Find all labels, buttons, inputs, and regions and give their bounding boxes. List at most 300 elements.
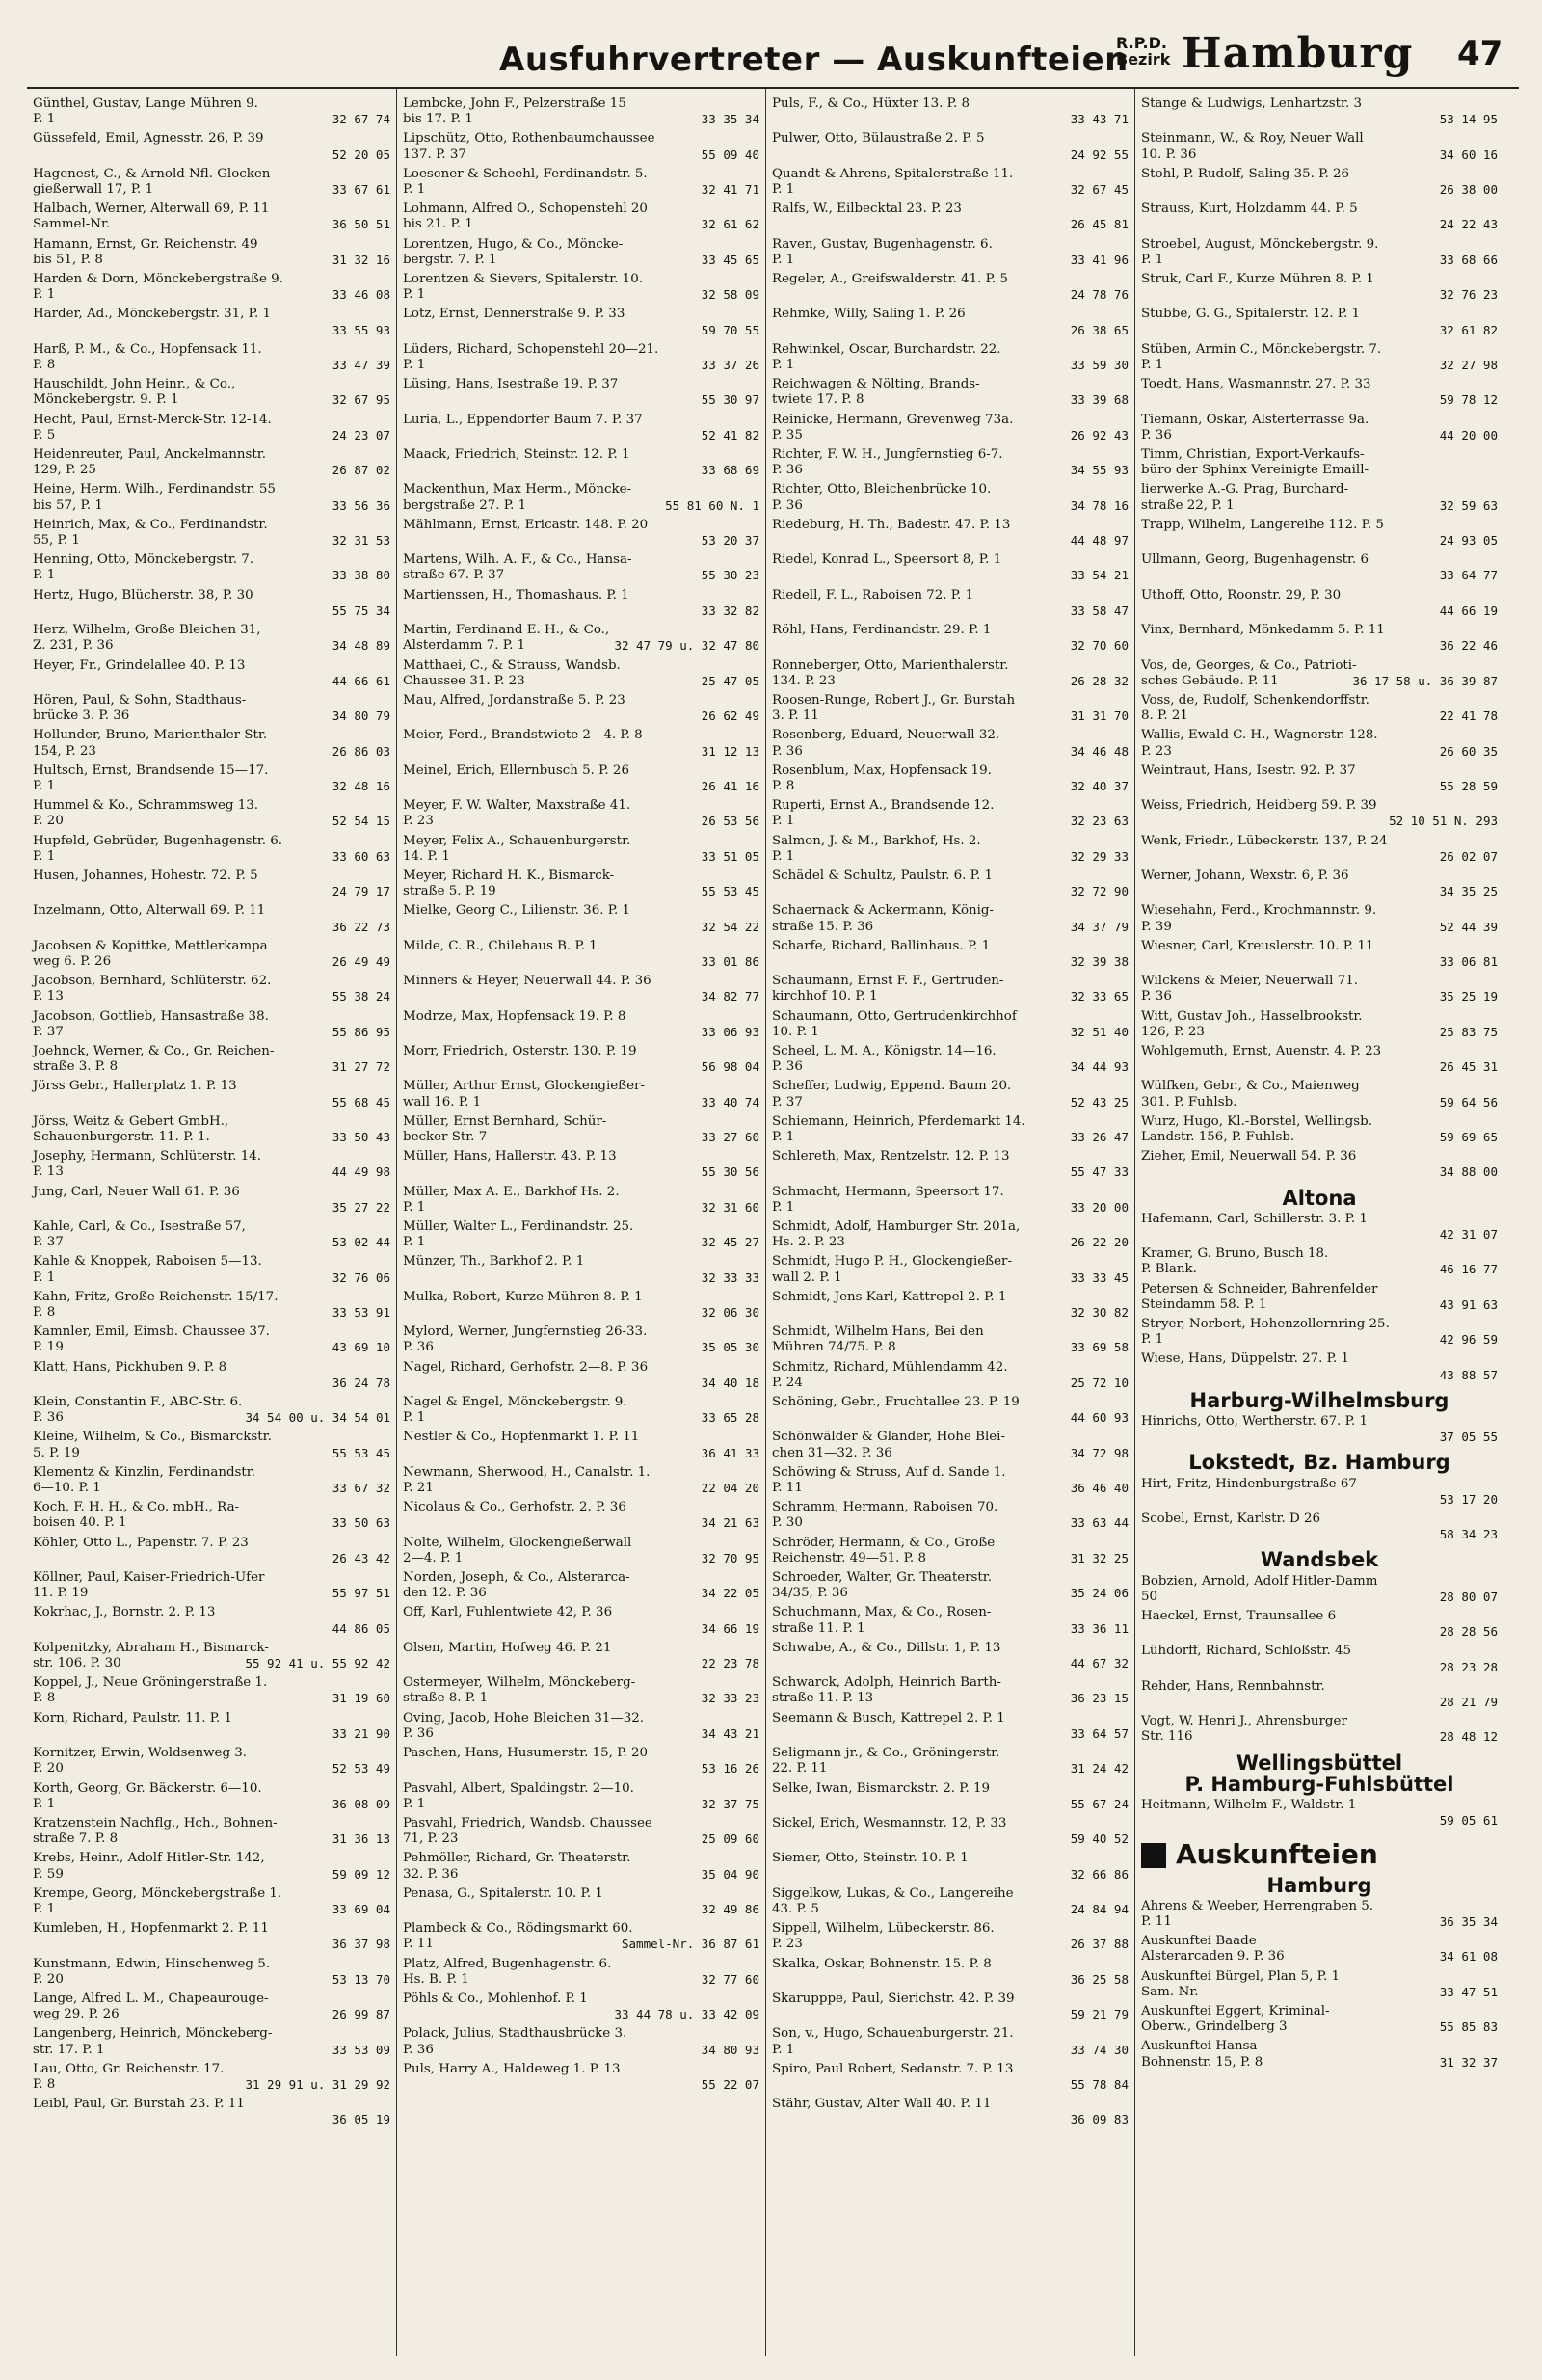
listing-entry — [403, 482, 759, 513]
entry-detail-line — [1141, 112, 1498, 127]
entry-name: Schädel & Schultz, Paulstr. 6. P. 1 — [772, 868, 993, 883]
entry-phone: 33 56 36 — [332, 497, 390, 513]
entry-detail: P. 13 — [33, 989, 64, 1004]
entry-detail-line — [772, 1130, 1129, 1145]
entry-phone: 32 58 09 — [701, 287, 759, 303]
entry-detail-line — [403, 1726, 759, 1742]
entry-name: Richter, Otto, Bleichenbrücke 10. — [772, 482, 992, 497]
entry-name: Röhl, Hans, Ferdinandstr. 29. P. 1 — [772, 623, 992, 638]
entry-detail: gießerwall 17, P. 1 — [33, 182, 154, 198]
rpd-line1: R.P.D. — [1116, 34, 1167, 52]
entry-phone: 33 53 09 — [332, 2042, 390, 2057]
listing-entry — [33, 939, 390, 970]
listing-entry — [1141, 693, 1498, 724]
entry-detail-line — [33, 1095, 390, 1110]
entry-detail: Oberw., Grindelberg 3 — [1141, 2019, 1288, 2035]
listing-entry — [772, 447, 1129, 478]
entry-phone: 55 09 40 — [701, 147, 759, 162]
entry-phone: 24 79 17 — [332, 884, 390, 899]
entry-detail: 154, P. 23 — [33, 743, 96, 759]
entry-detail-line — [33, 1551, 390, 1566]
entry-name: Schmidt, Adolf, Hamburger Str. 201a, — [772, 1219, 1021, 1234]
entry-detail-line — [1141, 920, 1498, 935]
entry-phone: 44 20 00 — [1439, 427, 1498, 442]
entry-detail-line — [403, 1515, 759, 1531]
entry-phone: 32 41 71 — [701, 182, 759, 198]
listing-entry — [33, 974, 390, 1004]
entry-detail: büro der Sphinx Vereinigte Emaill- — [1141, 463, 1369, 478]
entry-phone: 26 38 65 — [1070, 322, 1129, 337]
entry-name: Meyer, Felix A., Schauenburgerstr. — [403, 833, 631, 848]
listing-entry — [1141, 1714, 1498, 1745]
entry-name: Seligmann jr., & Co., Gröningerstr. — [772, 1746, 1000, 1761]
listing-entry — [1141, 1246, 1498, 1277]
entry-detail-line — [33, 1691, 390, 1706]
entry-phone: 32 54 22 — [701, 919, 759, 934]
entry-detail-line — [772, 1095, 1129, 1110]
entry-detail-line — [403, 568, 759, 583]
entry-name: Leibl, Paul, Gr. Burstah 23. P. 11 — [33, 2097, 245, 2112]
entry-detail: 43. P. 5 — [772, 1901, 819, 1916]
entry-name: Harß, P. M., & Co., Hopfensack 11. — [33, 341, 262, 357]
listing-entry — [772, 658, 1129, 689]
entry-detail: straße 15. P. 36 — [772, 919, 874, 934]
entry-phone: 36 08 09 — [332, 1796, 390, 1811]
entry-name: Schwarck, Adolph, Heinrich Barth- — [772, 1675, 1001, 1691]
listing-entry — [33, 1957, 390, 1988]
entry-name: Kleine, Wilhelm, & Co., Bismarckstr. — [33, 1430, 272, 1445]
listing-entry — [772, 482, 1129, 513]
entry-detail-line — [772, 1726, 1129, 1742]
entry-phone: 28 21 79 — [1439, 1695, 1498, 1710]
entry-name: Sickel, Erich, Wesmannstr. 12, P. 33 — [772, 1815, 1007, 1831]
entry-detail-line — [403, 1656, 759, 1671]
entry-phone: 26 22 20 — [1070, 1235, 1129, 1250]
entry-name: Pasvahl, Albert, Spaldingstr. 2—10. — [403, 1780, 634, 1796]
entry-phone: 44 60 93 — [1070, 1410, 1129, 1426]
entry-name: Köhler, Otto L., Papenstr. 7. P. 23 — [33, 1535, 249, 1550]
entry-name: Heinrich, Max, & Co., Ferdinandstr. — [33, 517, 268, 532]
entry-name: Korn, Richard, Paulstr. 11. P. 1 — [33, 1710, 233, 1725]
entry-detail: 10. P. 36 — [1141, 147, 1197, 162]
entry-name: Auskunftei Hansa — [1141, 2039, 1258, 2054]
entry-detail: P. 1 — [33, 1270, 56, 1285]
entry-detail: brücke 3. P. 36 — [33, 709, 130, 724]
entry-detail: Hs. B. P. 1 — [403, 1971, 469, 1987]
entry-detail: P. 1 — [772, 1199, 795, 1215]
listing-entry — [33, 1816, 390, 1847]
entry-detail-line — [772, 2007, 1129, 2022]
entry-phone: 33 44 78 u. 33 42 09 — [614, 2007, 759, 2022]
entry-name: Vinx, Bernhard, Mönkedamm 5. P. 11 — [1141, 623, 1385, 638]
entry-name: Langenberg, Heinrich, Mönckeberg- — [33, 2026, 273, 2042]
entry-detail-line — [772, 1656, 1129, 1671]
listing-entry — [1141, 834, 1498, 865]
listing-entry — [772, 939, 1129, 970]
listing-entry — [1141, 1079, 1498, 1110]
entry-detail: P. 1 — [1141, 358, 1164, 373]
entry-name: Schwabe, A., & Co., Dillstr. 1, P. 13 — [772, 1640, 1001, 1655]
entry-phone: 55 22 07 — [701, 2076, 759, 2092]
entry-detail: P. 8 — [33, 2076, 56, 2092]
entry-detail-line — [1141, 1695, 1498, 1710]
entry-phone: 32 51 40 — [1070, 1024, 1129, 1039]
entry-detail-line — [33, 1761, 390, 1777]
entry-detail: 14. P. 1 — [403, 848, 450, 864]
entry-phone: 28 23 28 — [1439, 1659, 1498, 1674]
entry-name: Hinrichs, Otto, Wertherstr. 67. P. 1 — [1141, 1414, 1368, 1430]
entry-name: Quandt & Ahrens, Spitalerstraße 11. — [772, 166, 1014, 181]
listing-entry — [772, 1992, 1129, 2022]
entry-detail-line — [403, 1130, 759, 1145]
entry-phone: 32 66 86 — [1070, 1866, 1129, 1882]
entry-name: Schuchmann, Max, & Co., Rosen- — [772, 1605, 992, 1620]
entry-name: Stähr, Gustav, Alter Wall 40. P. 11 — [772, 2097, 992, 2112]
entry-name: Kornitzer, Erwin, Woldsenweg 3. — [33, 1746, 248, 1761]
listing-entry — [1141, 1798, 1498, 1829]
entry-phone: 26 49 49 — [332, 953, 390, 969]
listing-entry — [403, 939, 759, 970]
listing-entry — [33, 658, 390, 689]
page-number: 47 — [1457, 35, 1503, 73]
entry-name: Seemann & Busch, Kattrepel 2. P. 1 — [772, 1710, 1005, 1725]
entry-name: Pöhls & Co., Mohlenhof. P. 1 — [403, 1991, 588, 2006]
entry-phone: 25 09 60 — [701, 1832, 759, 1847]
entry-detail-line — [33, 1059, 390, 1075]
listing-entry — [1141, 623, 1498, 654]
entry-detail: str. 106. P. 30 — [33, 1656, 121, 1671]
entry-name: Müller, Arthur Ernst, Glockengießer- — [403, 1079, 645, 1094]
entry-detail: straße 11. P. 1 — [772, 1620, 865, 1636]
entry-detail-line — [33, 1937, 390, 1952]
entry-name: Schiemann, Heinrich, Pferdemarkt 14. — [772, 1113, 1025, 1129]
entry-phone: 34 78 16 — [1070, 497, 1129, 513]
entry-phone: 35 05 30 — [701, 1340, 759, 1355]
entry-detail-line — [772, 1586, 1129, 1601]
entry-name: Henning, Otto, Mönckebergstr. 7. — [33, 552, 254, 568]
listing-entry — [772, 588, 1129, 619]
entry-phone: 33 55 93 — [332, 322, 390, 337]
entry-name: Mählmann, Ernst, Ericastr. 148. P. 20 — [403, 517, 649, 532]
entry-phone: 31 32 25 — [1070, 1550, 1129, 1565]
rpd-line2: Bezirk — [1116, 50, 1171, 68]
entry-detail-line — [772, 1305, 1129, 1321]
entry-detail-line — [33, 463, 390, 478]
entry-detail-line — [772, 1902, 1129, 1917]
entry-phone: 32 31 60 — [701, 1199, 759, 1215]
entry-phone: 22 04 20 — [701, 1481, 759, 1496]
listing-entry — [772, 1219, 1129, 1250]
page-title: Ausfuhrvertreter — Auskunfteien — [499, 40, 1129, 79]
entry-name: Uthoff, Otto, Roonstr. 29, P. 30 — [1141, 587, 1342, 602]
entry-name: Bobzien, Arnold, Adolf Hitler-Damm — [1141, 1573, 1378, 1589]
entry-phone: 52 41 82 — [701, 427, 759, 442]
entry-detail-line — [403, 1937, 759, 1952]
entry-phone: 34 22 05 — [701, 1586, 759, 1601]
entry-phone: 55 81 60 N. 1 — [665, 497, 759, 513]
entry-phone: 37 05 55 — [1439, 1430, 1498, 1445]
entry-phone: 44 66 19 — [1439, 602, 1498, 618]
entry-phone: 36 41 33 — [701, 1445, 759, 1460]
entry-phone: 33 21 90 — [332, 1725, 390, 1741]
listing-entry — [772, 1324, 1129, 1355]
entry-detail-line — [403, 358, 759, 373]
entry-phone: 26 87 02 — [332, 463, 390, 478]
entry-detail: P. 36 — [403, 1725, 434, 1741]
entry-detail-line — [772, 1937, 1129, 1952]
entry-detail-line — [772, 1515, 1129, 1531]
entry-detail-line — [772, 989, 1129, 1004]
entry-detail: P. 36 — [772, 1059, 803, 1075]
entry-detail-line — [403, 1270, 759, 1286]
entry-name: Klein, Constantin F., ABC-Str. 6. — [33, 1395, 243, 1410]
entry-name: Lüsing, Hans, Isestraße 19. P. 37 — [403, 377, 619, 392]
listing-entry — [403, 693, 759, 724]
entry-name: Salmon, J. & M., Barkhof, Hs. 2. — [772, 833, 981, 848]
entry-detail: P. 23 — [403, 814, 434, 829]
entry-name: Schönwälder & Glander, Hohe Blei- — [772, 1430, 1005, 1445]
listing-entry — [1141, 869, 1498, 899]
entry-phone: 33 69 04 — [332, 1901, 390, 1916]
entry-phone: 32 23 63 — [1070, 814, 1129, 829]
entry-detail-line — [33, 1481, 390, 1496]
listing-entry — [403, 2026, 759, 2057]
listing-entry — [33, 1044, 390, 1075]
entry-name: Platz, Alfred, Bugenhagenstr. 6. — [403, 1956, 612, 1971]
entry-phone: 59 78 12 — [1439, 392, 1498, 408]
entry-name: Schaumann, Otto, Gertrudenkirchhof — [772, 1008, 1017, 1024]
listing-entry — [33, 1500, 390, 1531]
entry-detail-line — [403, 1305, 759, 1321]
listing-entry — [1141, 447, 1498, 478]
entry-detail: Sam.-Nr. — [1141, 1984, 1199, 1999]
entry-detail-line — [772, 1621, 1129, 1637]
entry-detail: P. 8 — [33, 358, 56, 373]
entry-detail-line — [403, 709, 759, 724]
listing-entry — [1141, 1351, 1498, 1382]
entry-phone: 26 99 87 — [332, 2007, 390, 2022]
entry-detail: weg 29. P. 26 — [33, 2007, 120, 2022]
listing-entry — [33, 1360, 390, 1391]
entry-name: Herz, Wilhelm, Große Bleichen 31, — [33, 623, 261, 638]
listing-entry — [772, 201, 1129, 232]
column-3 — [765, 89, 1134, 2356]
listing-entry — [33, 2026, 390, 2057]
entry-name: Heidenreuter, Paul, Anckelmannstr. — [33, 447, 266, 463]
listing-entry — [772, 1816, 1129, 1847]
entry-phone: 32 77 60 — [701, 1971, 759, 1987]
entry-phone: 53 16 26 — [701, 1761, 759, 1777]
listing-entry — [772, 903, 1129, 934]
listing-entry — [772, 518, 1129, 548]
entry-detail: bergstr. 7. P. 1 — [403, 252, 497, 267]
entry-name: Vos, de, Georges, & Co., Patrioti- — [1141, 657, 1357, 673]
listing-entry — [772, 1360, 1129, 1391]
entry-phone: 42 96 59 — [1439, 1332, 1498, 1348]
entry-detail: P. 1 — [403, 182, 426, 198]
entry-detail-line — [772, 1551, 1129, 1566]
place-heading: Harburg-Wilhelmsburg — [1189, 1388, 1449, 1412]
entry-detail-line — [772, 428, 1129, 443]
entry-detail-line — [403, 814, 759, 829]
entry-phone: 32 27 98 — [1439, 358, 1498, 373]
entry-detail-line — [772, 1446, 1129, 1461]
entry-phone: 35 24 06 — [1070, 1586, 1129, 1601]
listing-entry — [403, 1079, 759, 1110]
entry-name: Stryer, Norbert, Hohenzollernring 25. — [1141, 1317, 1390, 1332]
entry-phone: 32 70 95 — [701, 1550, 759, 1565]
entry-detail-line — [33, 1130, 390, 1145]
entry-name: Auskunftei Eggert, Kriminal- — [1141, 2003, 1330, 2019]
entry-name: Kunstmann, Edwin, Hinschenweg 5. — [33, 1956, 271, 1971]
entry-detail-line — [33, 1164, 390, 1180]
listing-entry — [403, 1816, 759, 1847]
entry-name: Jörss Gebr., Hallerplatz 1. P. 13 — [33, 1079, 237, 1094]
entry-name: Ahrens & Weeber, Herrengraben 5. — [1141, 1898, 1374, 1913]
listing-entry — [772, 1114, 1129, 1145]
entry-detail: 129, P. 25 — [33, 463, 96, 478]
entry-detail-line — [33, 709, 390, 724]
entry-detail: 134. P. 23 — [772, 673, 836, 688]
entry-detail-line — [772, 253, 1129, 268]
entry-detail-line — [772, 674, 1129, 689]
entry-phone: 28 48 12 — [1439, 1729, 1498, 1745]
entry-detail-line — [772, 638, 1129, 654]
listing-entry — [33, 763, 390, 794]
listing-entry — [403, 552, 759, 583]
entry-detail-line — [33, 182, 390, 198]
entry-detail: 8. P. 21 — [1141, 709, 1188, 724]
entry-name: Kahle, Carl, & Co., Isestraße 57, — [33, 1219, 246, 1234]
entry-detail-line — [1141, 1949, 1498, 1965]
listing-entry — [403, 1044, 759, 1075]
entry-phone: 31 19 60 — [332, 1691, 390, 1706]
entry-phone: 33 67 61 — [332, 182, 390, 198]
entry-name: Kamnler, Emil, Eimsb. Chaussee 37. — [33, 1324, 270, 1340]
entry-name: Husen, Johannes, Hohestr. 72. P. 5 — [33, 868, 258, 883]
entry-phone: 33 46 08 — [332, 287, 390, 303]
listing-entry — [772, 1886, 1129, 1917]
entry-phone: 28 80 07 — [1439, 1589, 1498, 1604]
listing-entry — [33, 1746, 390, 1777]
entry-name: Riedell, F. L., Raboisen 72. P. 1 — [772, 587, 974, 602]
entry-detail-line — [1141, 217, 1498, 232]
entry-name: Schöning, Gebr., Fruchtallee 23. P. 19 — [772, 1395, 1020, 1410]
entry-phone: 32 76 23 — [1439, 287, 1498, 303]
entry-detail-line — [772, 1761, 1129, 1777]
entry-phone: 33 32 82 — [701, 602, 759, 618]
entry-phone: 33 50 43 — [332, 1129, 390, 1144]
entry-phone: 33 47 51 — [1439, 1984, 1498, 1999]
place-heading: Altona — [1282, 1186, 1357, 1210]
entry-detail-line — [772, 533, 1129, 548]
entry-detail-line — [1141, 2055, 1498, 2071]
entry-phone: 33 20 00 — [1070, 1199, 1129, 1215]
entry-detail-line — [33, 287, 390, 303]
entry-detail-line — [772, 1797, 1129, 1812]
listing-entry — [33, 798, 390, 829]
entry-name: Korth, Georg, Gr. Bäckerstr. 6—10. — [33, 1780, 262, 1796]
listing-entry — [1141, 413, 1498, 443]
entry-detail-line — [33, 358, 390, 373]
listing-entry — [1141, 1282, 1498, 1313]
entry-phone: 46 16 77 — [1439, 1262, 1498, 1277]
entry-name: Werner, Johann, Wexstr. 6, P. 36 — [1141, 868, 1349, 883]
entry-name: Kahle & Knoppek, Raboisen 5—13. — [33, 1254, 262, 1270]
entry-detail-line — [403, 1621, 759, 1637]
entry-detail: 71, P. 23 — [403, 1832, 459, 1847]
listing-entry — [1141, 658, 1498, 689]
listing-entry — [403, 447, 759, 478]
entry-detail: straße 7. P. 8 — [33, 1832, 119, 1847]
entry-name: Schlereth, Max, Rentzelstr. 12. P. 13 — [772, 1149, 1010, 1164]
entry-detail-line — [403, 1797, 759, 1812]
listing-entry — [33, 1395, 390, 1426]
entry-detail-line — [33, 1200, 390, 1216]
entry-detail-line — [33, 954, 390, 970]
entry-detail: P. Blank. — [1141, 1262, 1197, 1277]
entry-phone: 26 28 32 — [1070, 673, 1129, 688]
entry-phone: 33 69 58 — [1070, 1340, 1129, 1355]
entry-name: Rehwinkel, Oscar, Burchardstr. 22. — [772, 341, 1001, 357]
listing-entry — [1141, 201, 1498, 232]
entry-name: Witt, Gustav Joh., Hasselbrookstr. — [1141, 1008, 1363, 1024]
entry-detail-line — [1141, 884, 1498, 899]
entry-phone: 33 58 47 — [1070, 602, 1129, 618]
entry-phone: 26 38 00 — [1439, 182, 1498, 198]
entry-detail-line — [772, 779, 1129, 794]
entry-detail-line — [403, 1340, 759, 1355]
listing-entry — [403, 728, 759, 759]
entry-phone: 32 61 62 — [701, 217, 759, 232]
entry-detail-line — [1141, 1368, 1498, 1383]
entry-detail-line — [403, 2043, 759, 2058]
entry-phone: 33 63 44 — [1070, 1515, 1129, 1531]
entry-detail: P. 1 — [33, 848, 56, 864]
listing-entry — [772, 237, 1129, 268]
entry-phone: 24 84 94 — [1070, 1901, 1129, 1916]
entry-name: Oving, Jacob, Hohe Bleichen 31—32. — [403, 1710, 645, 1725]
entry-phone: 55 47 33 — [1070, 1164, 1129, 1180]
entry-name: Regeler, A., Greifswalderstr. 41. P. 5 — [772, 272, 1008, 287]
entry-name: Schmidt, Wilhelm Hans, Bei den — [772, 1324, 984, 1340]
listing-entry — [403, 413, 759, 443]
entry-phone: 36 37 98 — [332, 1937, 390, 1952]
listing-entry — [772, 1851, 1129, 1882]
entry-detail: P. 1 — [33, 1796, 56, 1811]
entry-detail-line — [772, 1376, 1129, 1391]
listing-entry — [1141, 1969, 1498, 2000]
listing-entry — [33, 1079, 390, 1110]
entry-phone: 26 86 03 — [332, 743, 390, 759]
listing-entry — [33, 1536, 390, 1566]
entry-phone: 34 80 93 — [701, 2042, 759, 2057]
entry-detail-line — [1141, 954, 1498, 970]
listing-entry — [772, 1570, 1129, 1601]
listing-entry — [33, 1921, 390, 1952]
listing-entry — [1141, 1009, 1498, 1040]
rpd-label — [1116, 35, 1170, 67]
entry-detail: P. 1 — [403, 1235, 426, 1250]
entry-detail: Schauenburgerstr. 11. P. 1. — [33, 1129, 210, 1144]
entry-name: lierwerke A.-G. Prag, Burchard- — [1141, 482, 1349, 497]
entry-detail: P. 1 — [33, 112, 56, 127]
entry-name: Lipschütz, Otto, Rothenbaumchaussee — [403, 131, 655, 147]
entry-name: Güssefeld, Emil, Agnesstr. 26, P. 39 — [33, 131, 264, 147]
entry-phone: 35 27 22 — [332, 1199, 390, 1215]
listing-entry — [403, 1536, 759, 1566]
entry-phone: 26 92 43 — [1070, 427, 1129, 442]
